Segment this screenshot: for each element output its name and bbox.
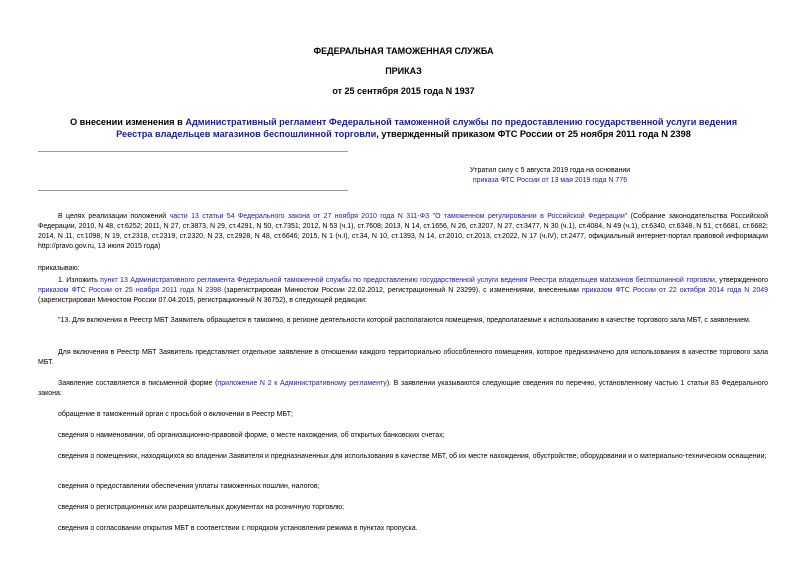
paragraph-order-word: приказываю: xyxy=(38,265,80,272)
item1-text-a: 1. Изложить xyxy=(58,277,101,284)
divider-top xyxy=(38,151,348,152)
repeal-note-text: Утратил силу с 5 августа 2019 года на основании xyxy=(469,167,631,174)
preamble-text-start: В целях реализации положений xyxy=(58,213,170,220)
written-form-text-b: ). В заявлении указываются следующие сведения по перечню, установленному частью 1 статьи 83 Федерального закона: xyxy=(38,380,768,397)
list-item-approval: сведения о согласовании открытия МБТ в соответствии с порядком установления режима в пунктах пропуска. xyxy=(58,525,418,532)
repeal-note xyxy=(340,166,760,186)
document-type: ПРИКАЗ xyxy=(385,66,422,76)
order-2049-link[interactable]: приказом ФТС России от 22 октября 2014 года N 2049 xyxy=(581,287,768,294)
list-item-name-info: сведения о наименовании, об организационно-правовой форме, о месте нахождения, об открытых банковских счетах; xyxy=(58,432,445,439)
paragraph-separate-application: Для включения в Реестр МБТ Заявитель представляет отдельное заявление в отношении каждого территориально обособленного помещения, которое предназначено для использования в качестве торгового зала МБТ. xyxy=(38,349,768,366)
paragraph-item-1 xyxy=(38,276,768,306)
agency-heading: ФЕДЕРАЛЬНАЯ ТАМОЖЕННАЯ СЛУЖБА xyxy=(313,46,494,56)
repeal-order-link[interactable]: приказа ФТС России от 13 мая 2019 года N 776 xyxy=(472,177,628,184)
item1-text-d: (зарегистрирован Минюстом России 07.04.2015, регистрационный N 36752), в следующей редакции: xyxy=(38,297,367,304)
paragraph-written-form xyxy=(38,379,768,399)
paragraph-preamble xyxy=(38,212,768,252)
list-item-registration: сведения о регистрационных или разрешительных документах на розничную торговлю; xyxy=(58,504,345,511)
appendix-2-link[interactable]: приложение N 2 к Административному регламенту xyxy=(217,380,387,387)
item1-text-b: , утвержденного xyxy=(714,277,768,284)
order-2398-link[interactable]: приказом ФТС России от 25 ноября 2011 года N 2398 xyxy=(38,287,222,294)
list-item-security: сведения о предоставлении обеспечения уплаты таможенных пошлин, налогов; xyxy=(58,483,320,490)
federal-law-link[interactable]: части 13 статьи 54 Федерального закона от 27 ноября 2010 года N 311-ФЗ "О таможенном регулировании в Российской Федерации" xyxy=(169,213,628,220)
written-form-text-a: Заявление составляется в письменной форме ( xyxy=(58,380,218,387)
item1-text-c: (зарегистрирован Минюстом России 22.02.2012, регистрационный N 23299), с изменениями, внесенными xyxy=(221,287,582,294)
title-prefix: О внесении изменения в xyxy=(69,117,186,127)
preamble-text-end: (Собрание законодательства Российской Федерации, 2010, N 48, ст.6252; 2011, N 27, ст.3873, N 29, ст.4291, N 50, ст.7351; 2012, N 53 (ч.1), ст.7608; 2013, N 14, ст.1656, N 26, ст.3207, N 27, ст.3477, N 30 (ч.1), ст.4084, N 49 (ч.1), ст.6340, ст.6348, N 51, ст.6681, ст.6682; 2014, N 11, ст.1098, N 19, ст.2318, ст.2319, ст.2320, N 23, ст.2928, N 48, ст.6646; 2015, N 1 (ч.I), ст.34, N 10, ст.1393, N 14, ст.2010, ст.2013, ст.2022, N 17 (ч.IV), ст.2477, официальный интернет-портал правовой информации http://pravo.gov.ru, 13 июля 2015 года) xyxy=(38,213,769,250)
list-item-request: обращение в таможенный орган с просьбой о включении в Реестр МБТ; xyxy=(58,411,293,418)
regulation-clause-link[interactable]: пункт 13 Административного регламента Федеральной таможенной службы по предоставлению государственной услуги ведения Реестра владельцев магазинов беспошлинной торговли xyxy=(100,277,715,284)
title-suffix: , утвержденный приказом ФТС России от 25 ноября 2011 года N 2398 xyxy=(376,129,691,139)
document-title xyxy=(60,116,747,140)
title-regulation-link[interactable]: Административный регламент Федеральной таможенной службы по предоставлению государственной услуги ведения Реестра владельцев магазинов беспошлинной торговли xyxy=(116,117,738,139)
divider-bottom xyxy=(38,190,348,191)
paragraph-clause-13: "13. Для включения в Реестр МБТ Заявитель обращается в таможню, в регионе деятельности которой располагаются помещения, предполагаемые к использованию в качестве торгового зала МБТ, с заявлением. xyxy=(58,317,751,324)
list-item-premises: сведения о помещениях, находящихся во владении Заявителя и предназначенных для использования в качестве МБТ, об их месте нахождения, обустройстве, оборудовании и о материально-техническом оснащении; xyxy=(58,453,767,460)
document-date-number: от 25 сентября 2015 года N 1937 xyxy=(332,86,475,96)
